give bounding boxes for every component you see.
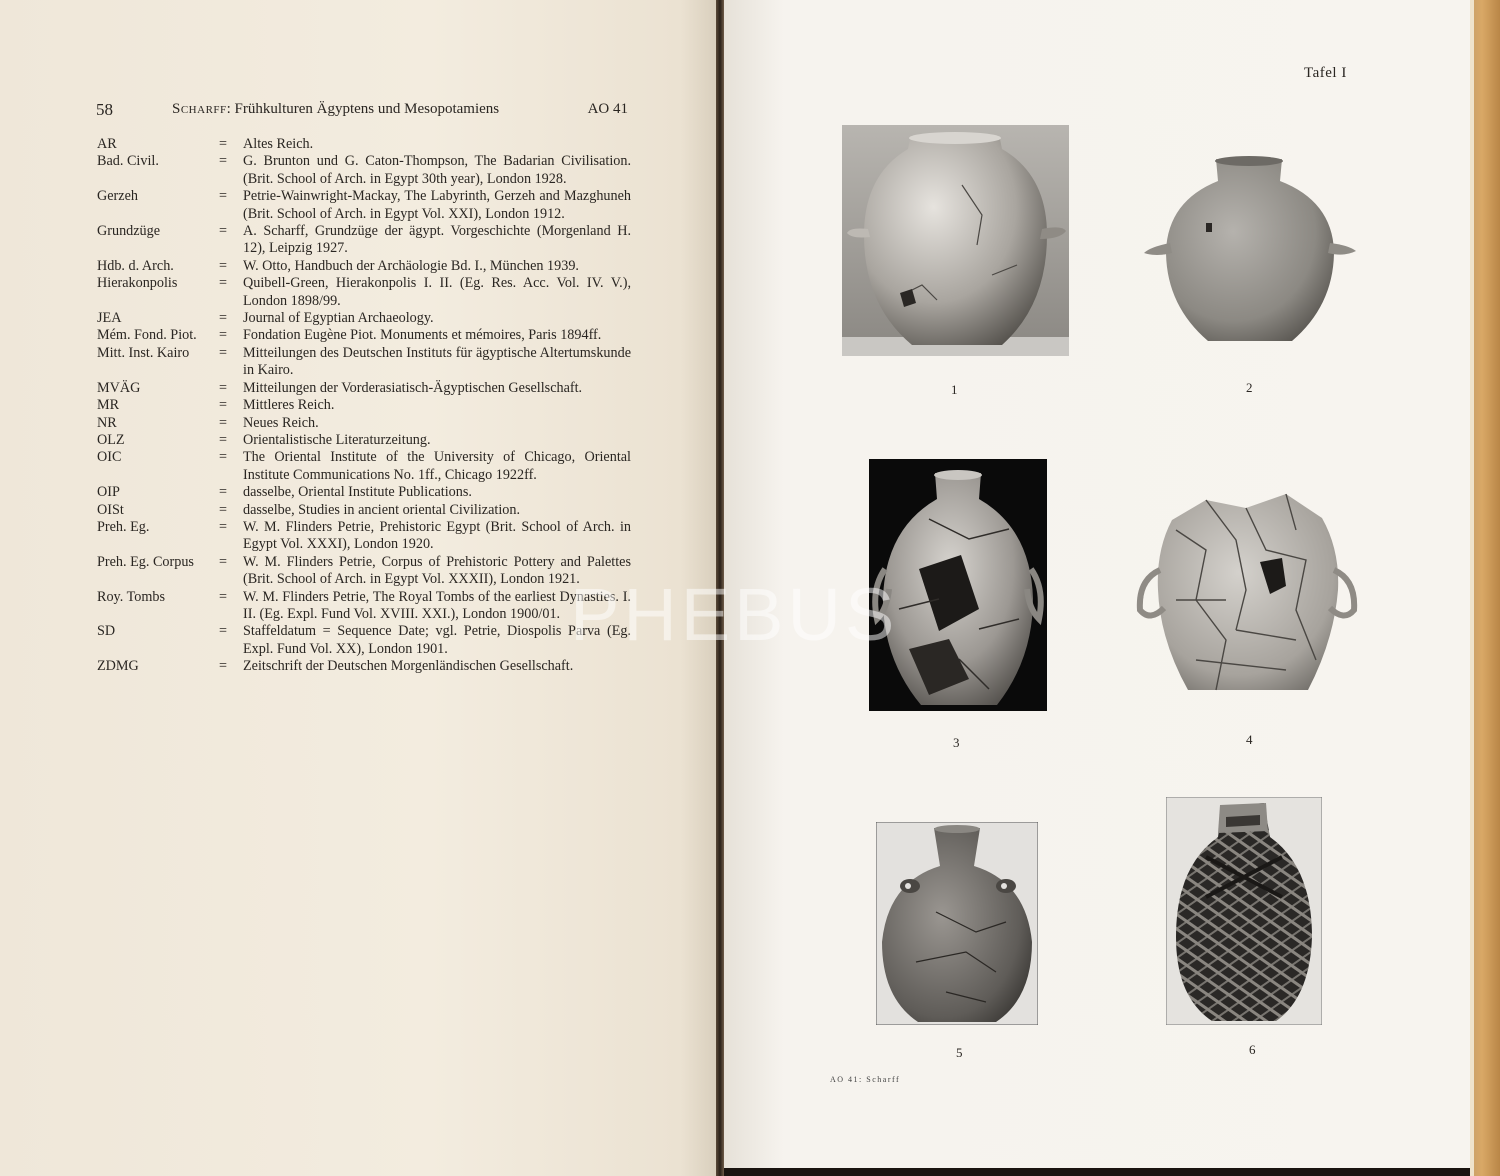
abbreviation-definition: A. Scharff, Grundzüge der ägypt. Vorgeschichte (Morgenland H. 12), Leipzig 1927. [243, 223, 631, 257]
page-number: 58 [96, 100, 113, 119]
abbreviation-definition: Staffeldatum = Sequence Date; vgl. Petrie, Diospolis Parva (Eg. Expl. Fund Vol. XX), London 1901. [243, 623, 631, 657]
equals-sign: = [219, 449, 228, 466]
abbreviation-definition: Zeitschrift der Deutschen Morgenländischen Gesellschaft. [243, 658, 574, 675]
page-edge [1470, 0, 1500, 1176]
equals-sign: = [219, 136, 228, 152]
figure-2-photo [1142, 155, 1358, 345]
abbreviation-definition: Petrie-Wainwright-Mackay, The Labyrinth, Gerzeh and Mazghuneh (Brit. School of Arch. in Egypt Vol. XXI), London 1912. [243, 188, 631, 222]
equals-sign: = [219, 257, 228, 274]
abbreviation-term: OIC [97, 449, 122, 466]
series-number: AO 41 [587, 101, 628, 117]
abbreviation-entry [97, 589, 631, 624]
abbreviation-entry [97, 623, 631, 658]
abbreviation-definition: Mitteilungen des Deutschen Instituts für ägyptische Altertumskunde in Kairo. [243, 344, 631, 379]
abbreviation-term: Hierakonpolis [97, 275, 178, 292]
equals-sign: = [219, 588, 228, 605]
equals-sign: = [219, 310, 228, 327]
equals-sign: = [219, 153, 228, 170]
abbreviation-term: OLZ [97, 431, 125, 448]
abbreviation-term: MR [97, 397, 120, 414]
abbreviation-term: Bad. Civil. [97, 153, 159, 170]
abbreviation-definition: Fondation Eugène Piot. Monuments et mémoires, Paris 1894ff. [243, 327, 602, 344]
abbreviation-definition: W. M. Flinders Petrie, Prehistoric Egypt (Brit. School of Arch. in Egypt Vol. XXXI), London 1920. [243, 518, 631, 553]
abbreviation-definition: Altes Reich. [243, 136, 314, 152]
abbreviation-term: ZDMG [97, 658, 139, 675]
equals-sign: = [219, 275, 228, 292]
abbreviation-entry [97, 449, 631, 484]
abbreviation-term: OIP [97, 484, 120, 501]
abbreviation-definition: dasselbe, Studies in ancient oriental Civilization. [243, 501, 520, 518]
figure-6-number: 6 [1249, 1042, 1256, 1057]
abbreviation-term: OISt [97, 501, 124, 518]
figure-6-photo [1166, 797, 1322, 1025]
plate-label: Tafel I [1304, 65, 1347, 81]
abbreviation-entry [97, 502, 631, 519]
equals-sign: = [219, 397, 228, 414]
right-page [724, 0, 1472, 1168]
figure-4-number: 4 [1246, 732, 1253, 747]
abbreviation-term: Mitt. Inst. Kairo [97, 344, 190, 361]
equals-sign: = [219, 553, 228, 570]
figure-5-photo [876, 822, 1038, 1025]
abbreviation-entry [97, 310, 631, 327]
abbreviation-term: Hdb. d. Arch. [97, 257, 174, 274]
abbreviation-term: JEA [97, 310, 122, 327]
figure-1-number: 1 [951, 382, 958, 397]
abbreviation-entry [97, 554, 631, 589]
figure-3-photo [869, 459, 1047, 711]
abbreviation-term: Mém. Fond. Piot. [97, 327, 197, 344]
abbreviation-entry [97, 432, 631, 449]
figure-1-photo [842, 125, 1069, 356]
abbreviation-entry [97, 345, 631, 380]
abbreviation-term: Roy. Tombs [97, 588, 165, 605]
book-gutter [716, 0, 724, 1176]
equals-sign: = [219, 484, 228, 501]
equals-sign: = [219, 658, 228, 675]
abbreviation-definition: Quibell-Green, Hierakonpolis I. II. (Eg. Res. Acc. Vol. IV. V.), London 1898/99. [243, 275, 631, 309]
figure-2-number: 2 [1246, 380, 1253, 395]
abbreviation-definition: Journal of Egyptian Archaeology. [243, 310, 434, 327]
equals-sign: = [219, 223, 228, 240]
equals-sign: = [219, 327, 228, 344]
abbreviation-definition: G. Brunton und G. Caton-Thompson, The Badarian Civilisation. (Brit. School of Arch. in Egypt 30th year), London 1928. [243, 153, 631, 187]
abbreviation-term: Preh. Eg. Corpus [97, 553, 194, 570]
equals-sign: = [219, 431, 228, 448]
abbreviation-entry [97, 415, 631, 432]
abbreviation-definition: Neues Reich. [243, 414, 319, 431]
abbreviation-definition: dasselbe, Oriental Institute Publications. [243, 484, 472, 501]
abbreviation-term: AR [97, 136, 117, 152]
abbreviation-definition: Mittleres Reich. [243, 397, 335, 414]
book-title: : Frühkulturen Ägyptens und Mesopotamiens [226, 101, 500, 117]
equals-sign: = [219, 501, 228, 518]
abbreviation-definition: W. M. Flinders Petrie, Corpus of Prehistoric Pottery and Palettes (Brit. School of Arch. in Egypt Vol. XXXII), London 1921. [243, 553, 631, 588]
abbreviation-entry [97, 275, 631, 310]
equals-sign: = [219, 344, 228, 361]
abbreviation-list [97, 136, 631, 676]
equals-sign: = [219, 379, 228, 396]
abbreviation-entry [97, 484, 631, 501]
abbreviation-definition: Mitteilungen der Vorderasiatisch-Ägyptischen Gesellschaft. [243, 379, 583, 396]
figure-3-number: 3 [953, 735, 960, 750]
abbreviation-entry [97, 327, 631, 344]
abbreviation-entry [97, 136, 631, 153]
figure-5-number: 5 [956, 1045, 963, 1060]
abbreviation-definition: W. Otto, Handbuch der Archäologie Bd. I., München 1939. [243, 257, 579, 274]
abbreviation-entry [97, 188, 631, 223]
abbreviation-term: SD [97, 623, 116, 640]
abbreviation-entry [97, 380, 631, 397]
abbreviation-entry [97, 658, 631, 675]
abbreviation-entry [97, 397, 631, 414]
abbreviation-entry [97, 519, 631, 554]
abbreviation-term: MVÄG [97, 379, 141, 396]
abbreviation-term: NR [97, 414, 117, 431]
abbreviation-definition: Orientalistische Literaturzeitung. [243, 431, 431, 448]
abbreviation-entry [97, 223, 631, 258]
watermark: PHEBUS [570, 573, 899, 656]
equals-sign: = [219, 414, 228, 431]
abbreviation-term: Grundzüge [97, 223, 161, 240]
figure-4-photo [1136, 490, 1358, 696]
abbreviation-entry [97, 153, 631, 188]
plate-footer: AO 41: Scharff [830, 1075, 901, 1084]
author-name: Scharff [172, 101, 227, 117]
equals-sign: = [219, 623, 228, 640]
abbreviation-entry [97, 258, 631, 275]
abbreviation-definition: The Oriental Institute of the University of Chicago, Oriental Institute Communications No. 1ff., Chicago 1922ff. [243, 449, 631, 483]
equals-sign: = [219, 188, 228, 205]
equals-sign: = [219, 518, 228, 535]
abbreviation-term: Gerzeh [97, 188, 138, 205]
abbreviation-term: Preh. Eg. [97, 518, 150, 535]
abbreviation-definition: W. M. Flinders Petrie, The Royal Tombs of the earliest Dynasties. I. II. (Eg. Expl. Fund Vol. XVIII. XXI.), London 1900/01. [243, 588, 631, 622]
running-title [172, 101, 499, 118]
